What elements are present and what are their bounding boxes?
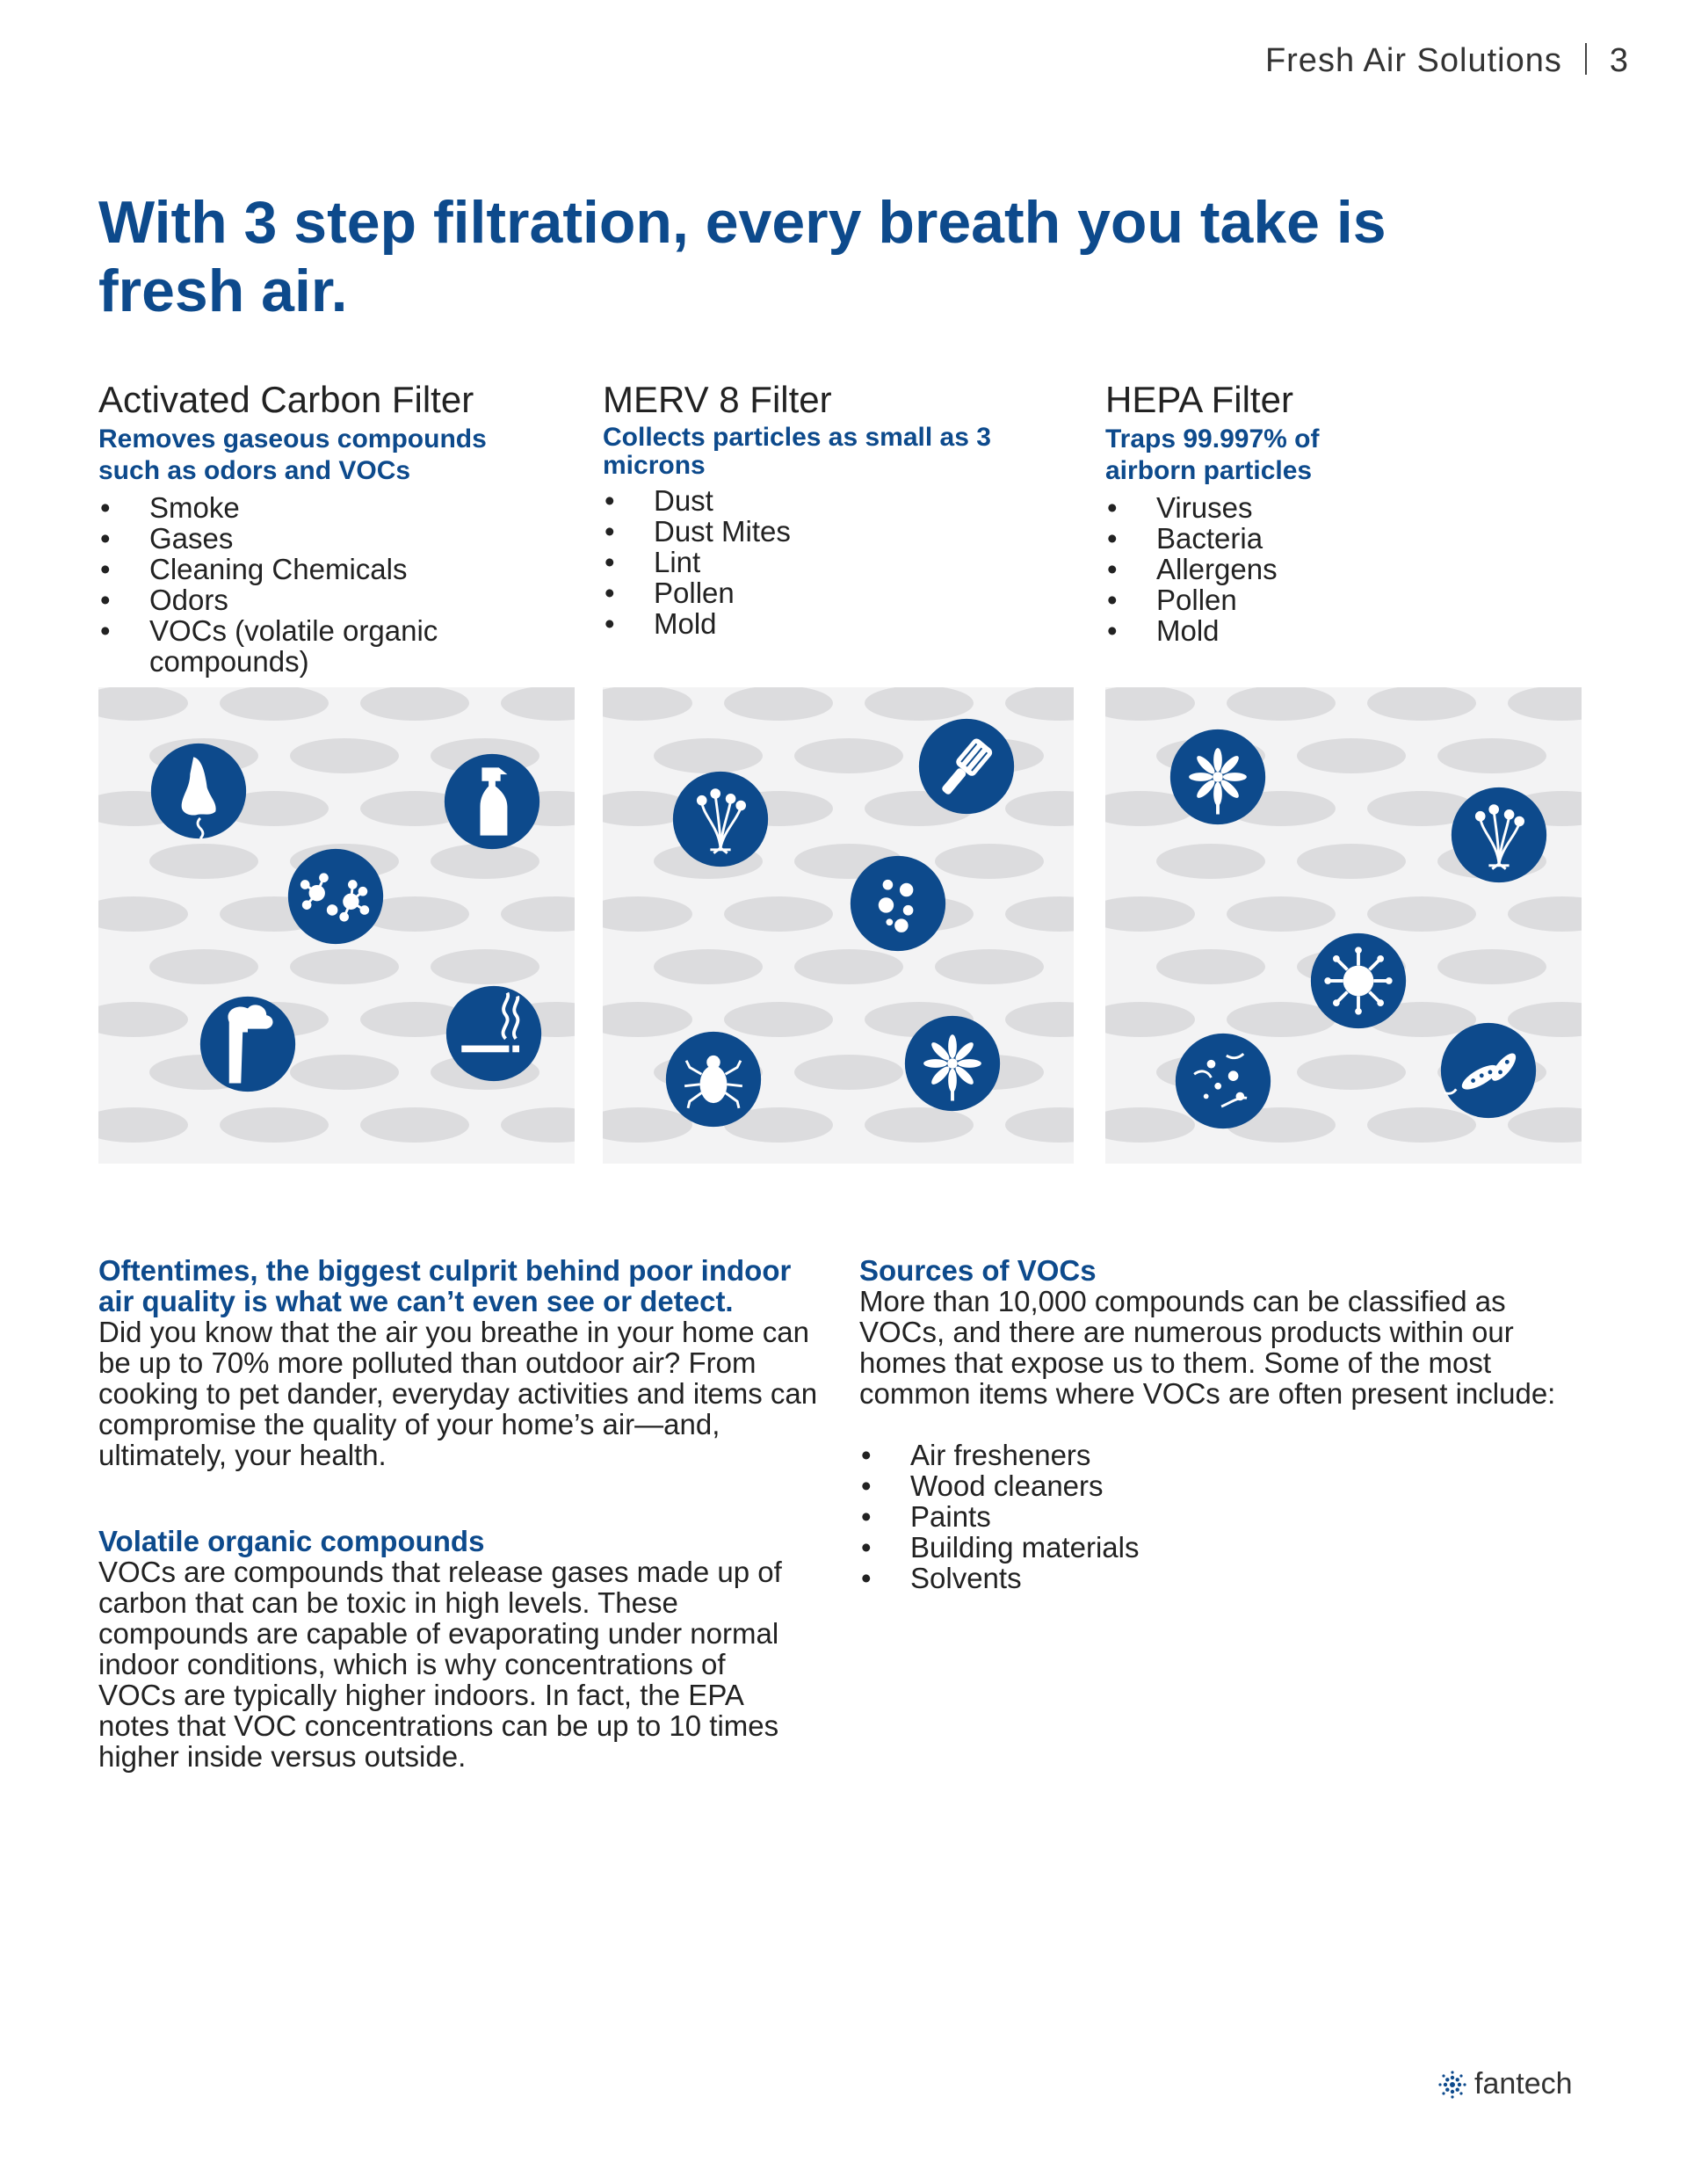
intro-lead: Oftentimes, the biggest culprit behind poor indoor air quality is what we can’t even see or detect. (98, 1254, 792, 1317)
filter-subtitle: Traps 99.997% of airborn particles (1105, 424, 1320, 485)
list-item: • Pollen (1105, 584, 1387, 615)
bacteria-icon (1441, 1023, 1536, 1118)
list-item: • Dust (603, 485, 1060, 516)
sources-section (859, 1255, 1589, 1593)
pollen-plant-icon (1452, 787, 1546, 882)
nose-icon (151, 744, 246, 838)
filter-items (98, 492, 555, 677)
list-item: • Odors (98, 584, 555, 615)
filter-name: HEPA Filter (1105, 379, 1293, 420)
hepa-filter-illustration (1105, 687, 1582, 1164)
intro-section (98, 1255, 819, 1470)
list-item: • Paints (859, 1501, 1589, 1532)
dust-particles-icon (851, 856, 945, 951)
vocs-body: VOCs are compounds that release gases made up of carbon that can be toxic in high levels. These compounds are capable of evaporating under normal indoor conditions, which is why concentrations of VOCs are typically higher indoors. In fact, the EPA notes that VOC concentrations can be up to 10 times higher inside versus outside. (98, 1556, 782, 1773)
pollen-plant-icon (673, 772, 768, 867)
filter-items (603, 485, 1060, 639)
list-item: • Pollen (603, 577, 1060, 608)
list-item: • Solvents (859, 1563, 1589, 1593)
list-item: • Mold (1105, 615, 1387, 646)
brand-logo (1437, 2067, 1573, 2101)
intro-body: Did you know that the air you breathe in your home can be up to 70% more polluted than outdoor air? From cooking to pet dander, everyday activities and items can compromise the quality of your home’s air—and, ultimately, your health. (98, 1316, 818, 1471)
list-item: • Air fresheners (859, 1440, 1589, 1470)
header-divider (1585, 43, 1587, 75)
spray-bottle-icon (445, 754, 539, 849)
list-item: • Building materials (859, 1532, 1589, 1563)
page-number: 3 (1609, 42, 1629, 79)
filter-column-carbon (98, 378, 555, 677)
section-title: Fresh Air Solutions (1264, 42, 1562, 79)
page-title: With 3 step filtration, every breath you take is fresh air. (98, 189, 1387, 324)
cigarette-icon (446, 986, 541, 1081)
lint-brush-icon (919, 719, 1014, 814)
vocs-section (98, 1526, 810, 1772)
sources-items (859, 1440, 1589, 1593)
fantech-logo-icon (1437, 2070, 1467, 2100)
filter-items (1105, 492, 1387, 646)
list-item: • Cleaning Chemicals (98, 554, 555, 584)
filter-subtitle: Collects particles as small as 3 microns (603, 423, 991, 480)
filter-name: Activated Carbon Filter (98, 379, 474, 420)
list-item: • Viruses (1105, 492, 1387, 523)
merv8-filter-illustration (603, 687, 1074, 1164)
list-item: • Wood cleaners (859, 1470, 1589, 1501)
sources-body: More than 10,000 compounds can be classified as VOCs, and there are numerous products within our homes that expose us to them. Some of the most common items where VOCs are often present include: (859, 1285, 1556, 1410)
flower-icon (905, 1016, 1000, 1111)
filter-column-merv8 (603, 378, 1060, 639)
dust-mite-icon (666, 1032, 761, 1127)
list-item: • Mold (603, 608, 1060, 639)
list-item: • Smoke (98, 492, 555, 523)
sources-heading: Sources of VOCs (859, 1254, 1097, 1287)
filter-subtitle: Removes gaseous compounds such as odors and VOCs (98, 424, 487, 485)
spores-icon (1176, 1034, 1271, 1128)
list-item: • Bacteria (1105, 523, 1387, 554)
list-item: • VOCs (volatile organic compounds) (98, 615, 501, 677)
molecules-icon (288, 849, 383, 944)
smokestack-icon (200, 997, 295, 1092)
filter-name: MERV 8 Filter (603, 379, 832, 420)
list-item: • Lint (603, 547, 1060, 577)
list-item: • Allergens (1105, 554, 1387, 584)
list-item: • Dust Mites (603, 516, 1060, 547)
list-item: • Gases (98, 523, 555, 554)
virus-icon (1311, 933, 1406, 1028)
carbon-filter-illustration (98, 687, 575, 1164)
brand-name: fantech (1474, 2067, 1573, 2101)
filter-column-hepa (1105, 378, 1387, 646)
running-head (1265, 42, 1629, 80)
vocs-heading: Volatile organic compounds (98, 1525, 485, 1557)
flower-icon (1170, 729, 1265, 824)
